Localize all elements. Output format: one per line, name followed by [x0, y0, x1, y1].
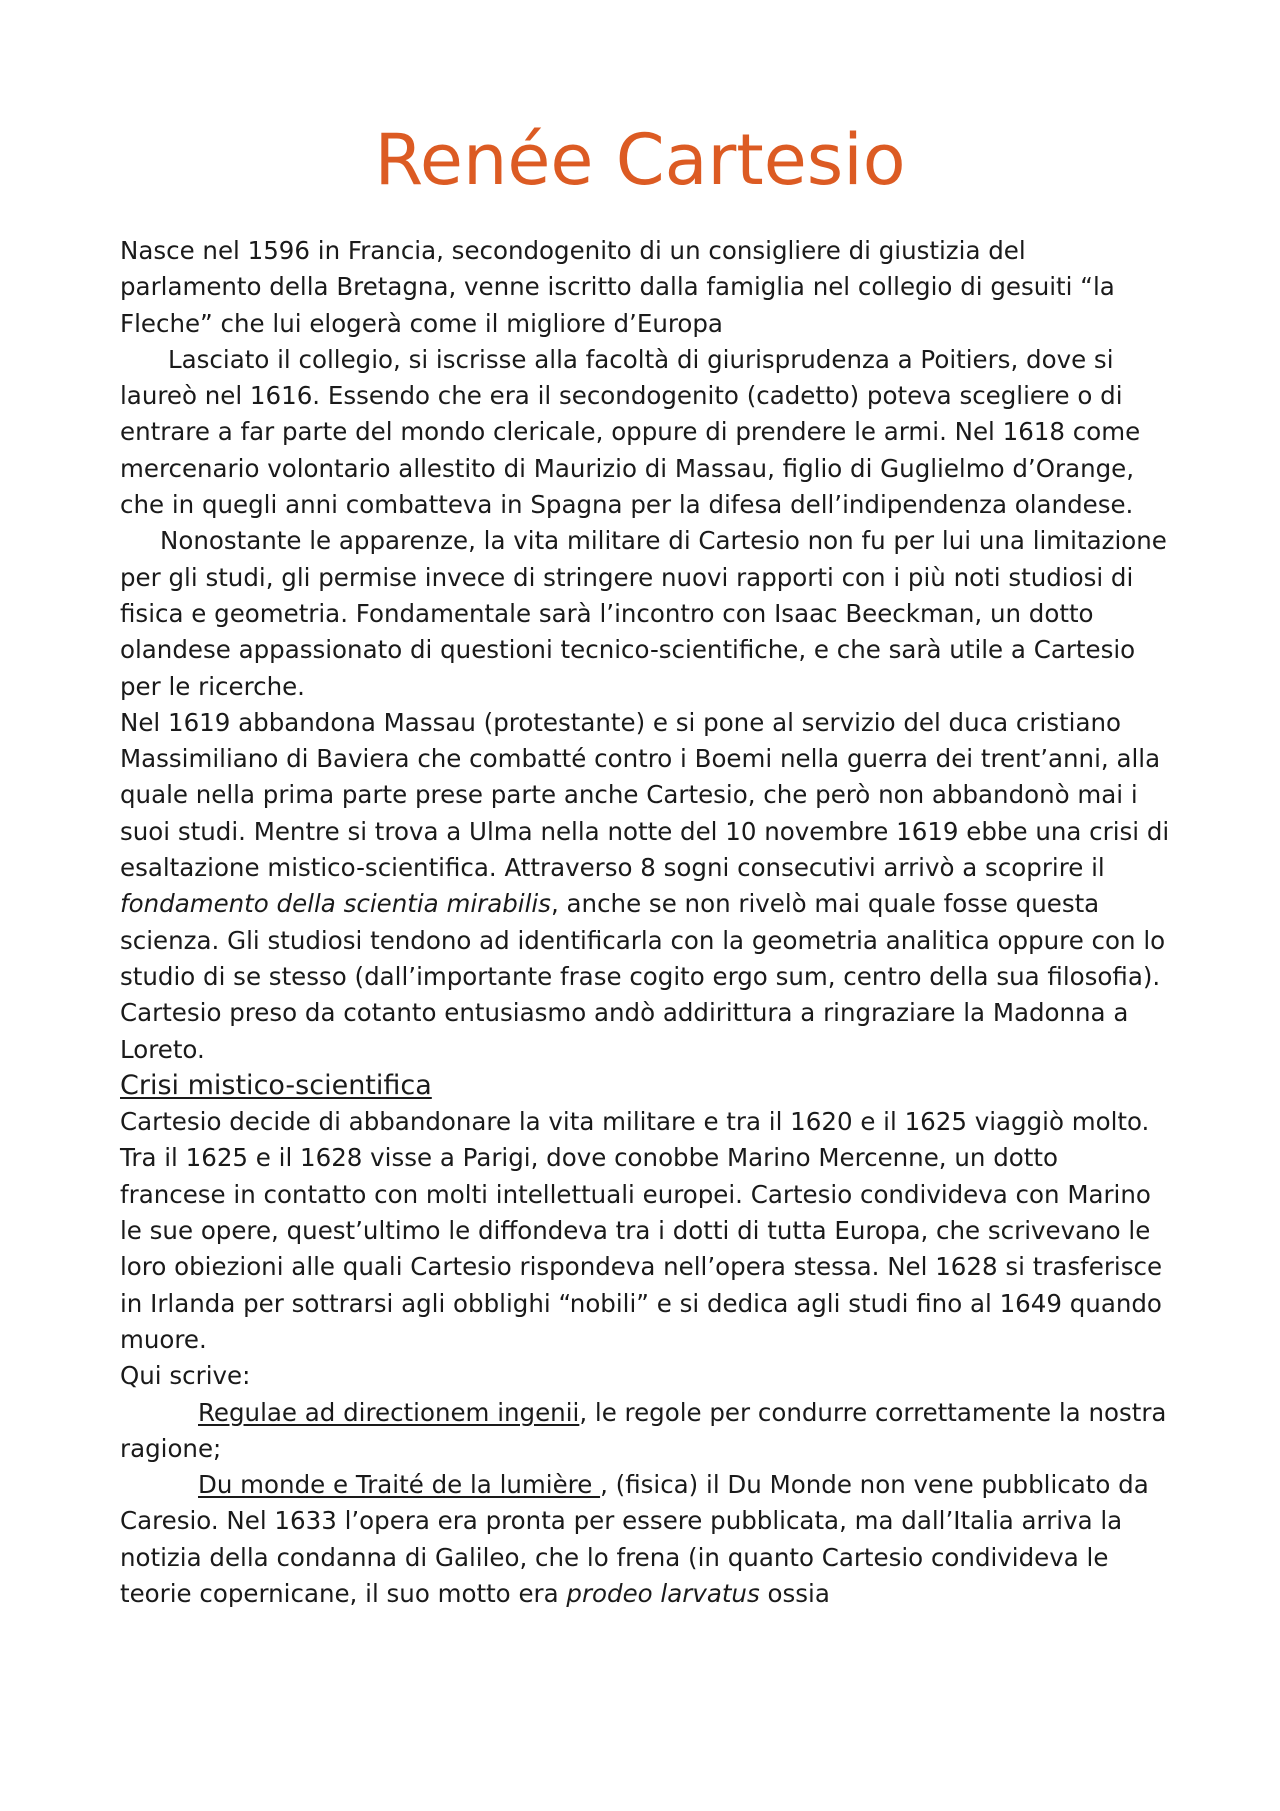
paragraph-military: Nonostante le apparenze, la vita militare di Cartesio non fu per lui una limitazione per gli studi, gli permise invece di stringere nuovi rapporti con i più noti studiosi di fisica e geometria. Fondamentale sarà l’incontro con Isaac Beeckman, un dotto olandese appassionato di questioni tecnico-scientifiche, e che sarà utile a Cartesio per le ricerche. — [120, 526, 1167, 701]
paragraph-birth: Nasce nel 1596 in Francia, secondogenito di un consigliere di giustizia del parlamento della Bretagna, venne iscritto dalla famiglia nel collegio di gesuiti “la Fleche” che lui elogerà come il migliore d’Europa — [120, 236, 1115, 338]
section-heading: Crisi mistico-scientifica — [120, 1069, 432, 1101]
document-body — [120, 233, 1170, 1612]
paragraph-1619 — [120, 705, 1170, 1068]
scientia-mirabilis-italic: fondamento della scientia mirabilis — [120, 889, 551, 919]
paragraph-du-monde-text-2: ossia — [759, 1578, 830, 1608]
paragraph-du-monde-text-1: , (fisica) il Du Monde non vene pubblicato da Caresio. Nel 1633 l’opera era pronta per essere pubblicata, ma dall’Italia arriva la notizia della condanna di Galileo, che lo frena (in quanto Cartesio condivideva le teorie copernicane, il suo motto era — [120, 1470, 1149, 1608]
paragraph-travels: Cartesio decide di abbandonare la vita militare e tra il 1620 e il 1625 viaggiò molto. Tra il 1625 e il 1628 visse a Parigi, dove conobbe Marino Mercenne, un dotto francese in contatto con molti intellettuali europei. Cartesio condivideva con Marino le sue opere, quest’ultimo le diffondeva tra i dotti di tutta Europa, che scrivevano le loro obiezioni alle quali Cartesio rispondeva nell’opera stessa. Nel 1628 si trasferisce in Irlanda per sottrarsi agli obblighi “nobili” e si dedica agli studi fino al 1649 quando muore. — [120, 1107, 1163, 1354]
paragraph-writes: Qui scrive: — [120, 1361, 251, 1391]
prodeo-larvatus-italic: prodeo larvatus — [566, 1578, 760, 1608]
paragraph-regulae-text: , le regole per condurre correttamente la nostra ragione; — [120, 1397, 1167, 1463]
paragraph-1619-text-2: , anche se non rivelò mai quale fosse questa scienza. Gli studiosi tendono ad identificarla con la geometria analitica oppure con lo studio di se stesso (dall’importante frase cogito ergo sum, centro della sua filosofia). Cartesio preso da cotanto entusiasmo andò addirittura a ringraziare la Madonna a Loreto. — [120, 889, 1166, 1064]
paragraph-du-monde — [120, 1467, 1170, 1612]
paragraph-regulae — [120, 1395, 1170, 1468]
work-title-du-monde: Du monde e Traité de la lumière — [198, 1470, 601, 1500]
document-title: Renée Cartesio — [374, 119, 906, 201]
paragraph-1619-text-1: Nel 1619 abbandona Massau (protestante) e si pone al servizio del duca cristiano Massimiliano di Baviera che combatté contro i Boemi nella guerra dei trent’anni, alla quale nella prima parte prese parte anche Cartesio, che però non abbandonò mai i suoi studi. Mentre si trova a Ulma nella notte del 10 novembre 1619 ebbe una crisi di esaltazione mistico-scientifica. Attraverso 8 sogni consecutivi arrivò a scoprire il — [120, 707, 1170, 883]
work-title-regulae: Regulae ad directionem ingenii — [198, 1397, 580, 1427]
paragraph-college: Lasciato il collegio, si iscrisse alla facoltà di giurisprudenza a Poitiers, dove si laureò nel 1616. Essendo che era il secondogenito (cadetto) poteva scegliere o di entrare a far parte del mondo clericale, oppure di prendere le armi. Nel 1618 come mercenario volontario allestito di Maurizio di Massau, figlio di Guglielmo d’Orange, che in quegli anni combatteva in Spagna per la difesa dell’indipendenza olandese. — [120, 344, 1141, 520]
